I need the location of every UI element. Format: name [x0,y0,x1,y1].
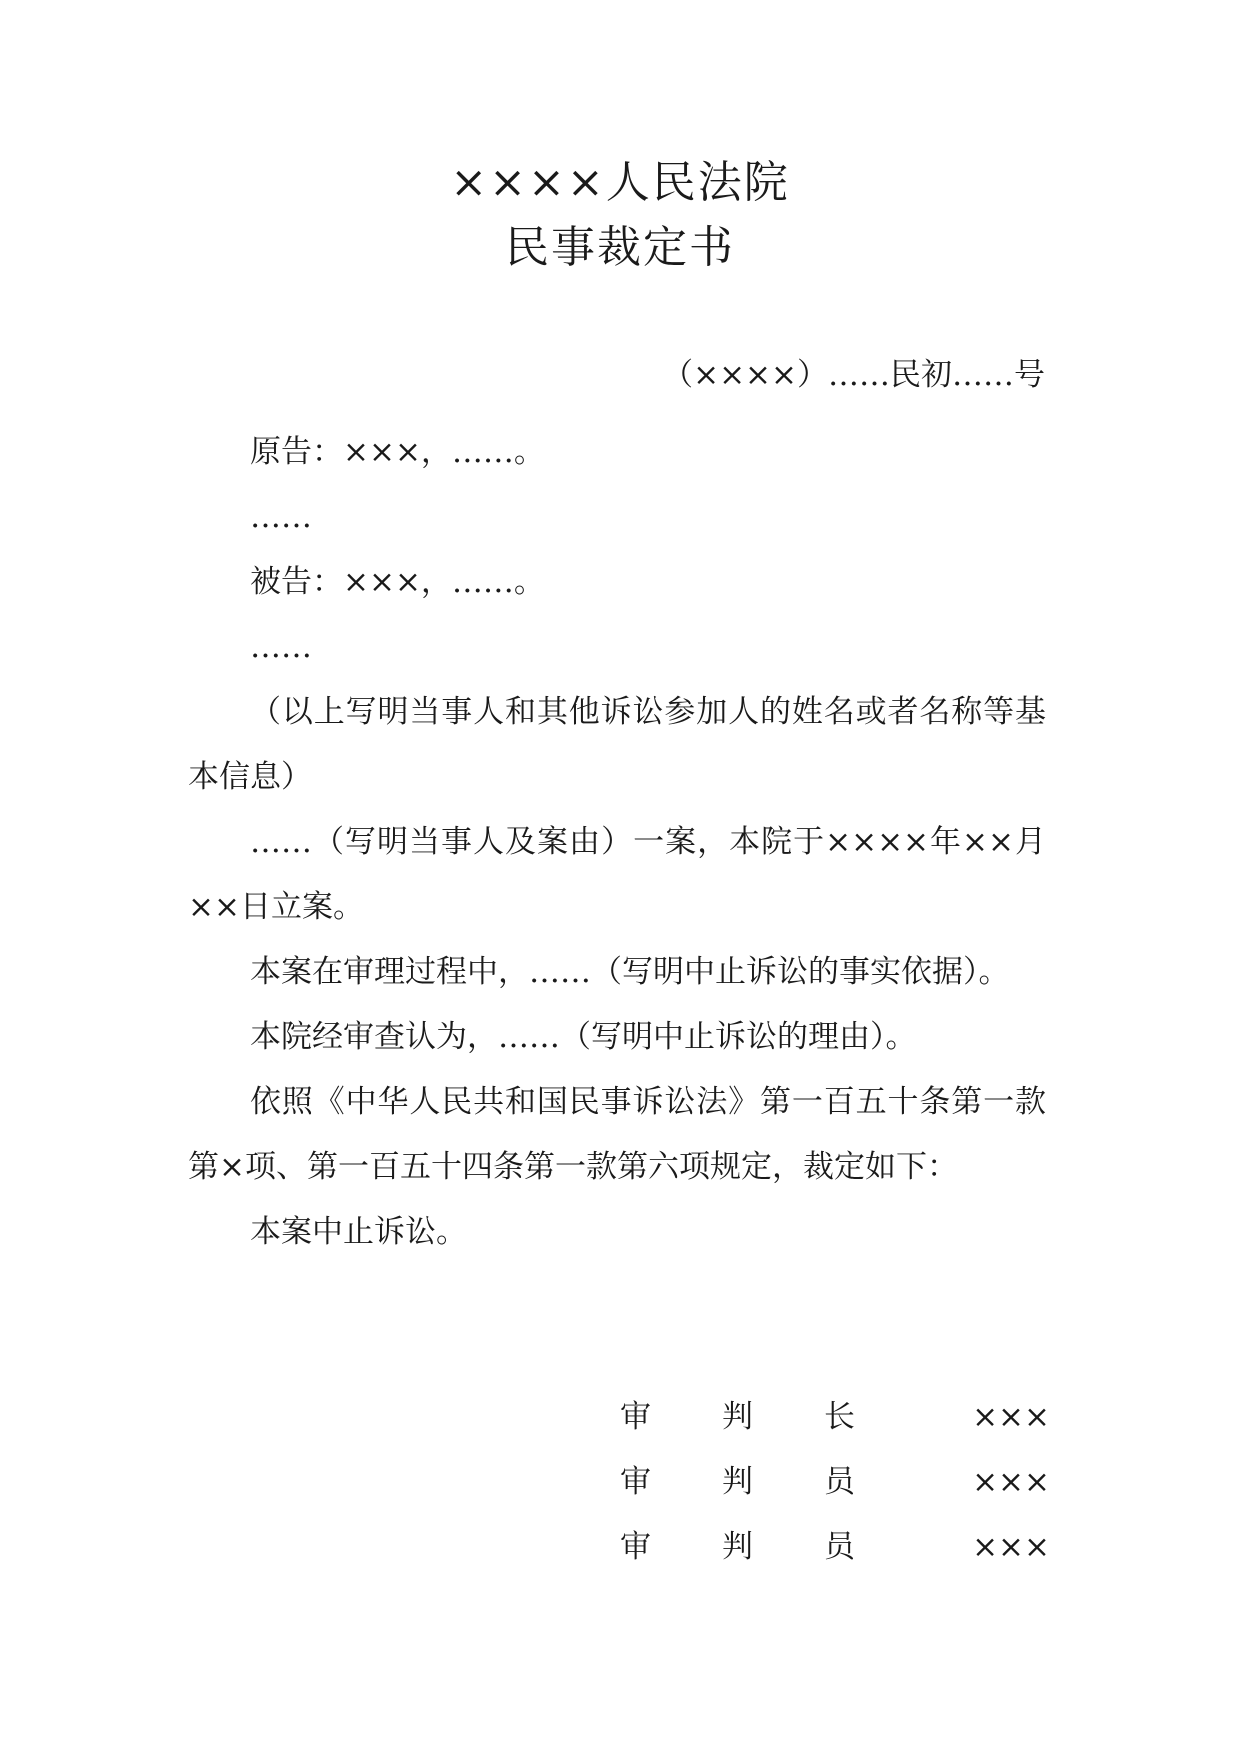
document-title: 民事裁定书 [505,222,735,273]
court-name: ××××人民法院 [450,157,790,208]
ruling-paragraph: 本案中止诉讼。 [250,1214,467,1250]
signature-row-presiding-judge [620,1385,1050,1450]
document-body [188,420,1046,1265]
role-char: 审 [620,1529,651,1565]
signature-role [620,1515,855,1580]
parties-note: （以上写明当事人和其他诉讼参加人的姓名或者名称等基本信息） [188,694,1046,795]
signature-role [620,1385,855,1450]
signature-row-judge [620,1450,1050,1515]
role-char: 判 [722,1464,753,1500]
role-char: 审 [620,1399,651,1435]
role-char: 审 [620,1464,651,1500]
reasoning-paragraph: 本院经审查认为，……（写明中止诉讼的理由）。 [250,1019,917,1055]
role-char: 员 [824,1464,855,1500]
legal-basis-paragraph: 依照《中华人民共和国民事诉讼法》第一百五十条第一款第×项、第一百五十四条第一款第六项规定，裁定如下： [188,1084,1046,1185]
signature-role [620,1450,855,1515]
signature-block [620,1385,1050,1580]
signature-name: ××× [972,1399,1050,1435]
role-char: 判 [722,1399,753,1435]
role-char: 长 [824,1399,855,1435]
defendant-line: 被告：×××，……。 [250,564,545,600]
ellipsis-line: …… [250,629,312,665]
facts-paragraph: 本案在审理过程中，……（写明中止诉讼的事实依据）。 [250,954,1010,990]
signature-row-judge [620,1515,1050,1580]
signature-name: ××× [972,1529,1050,1565]
role-char: 判 [722,1529,753,1565]
role-char: 员 [824,1529,855,1565]
ellipsis-line: …… [250,499,312,535]
signature-name: ××× [972,1464,1050,1500]
plaintiff-line: 原告：×××，……。 [250,434,545,470]
case-number: （××××）……民初……号 [662,357,1045,393]
case-filing-paragraph: ……（写明当事人及案由）一案，本院于××××年××月××日立案。 [188,824,1046,925]
